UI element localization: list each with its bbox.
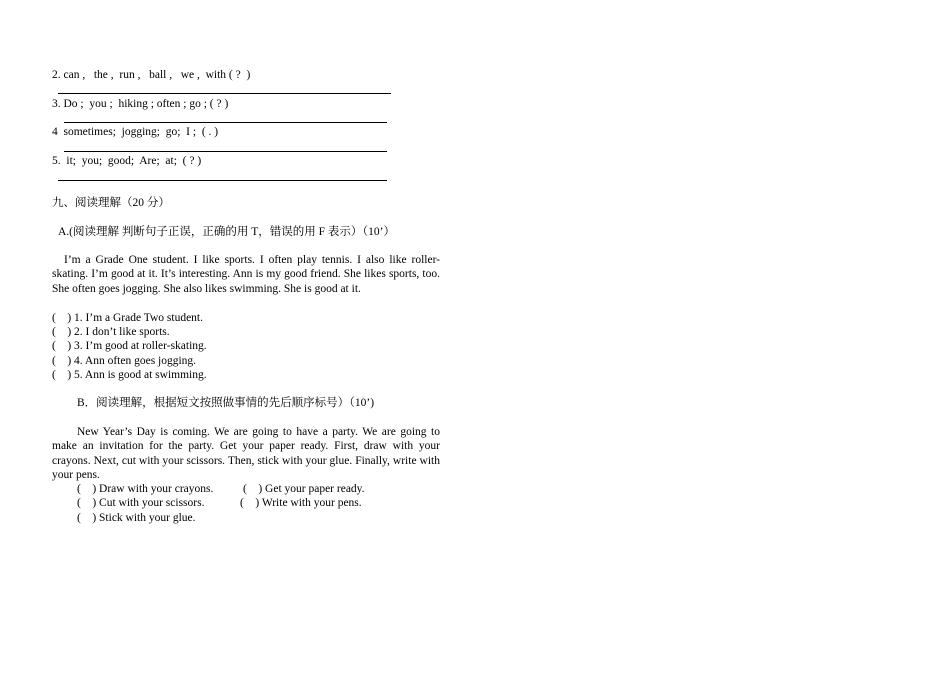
part-b-item-stick: ( ) Stick with your glue. [77, 512, 196, 524]
part-b-passage: New Year’s Day is coming. We are going to have a party. We are going to make an invitation for the party. Get your paper ready. First, draw with your crayons. Next, cut with your scissors. Then, stick with your glue. Finally, write with your pens. [52, 426, 440, 482]
part-b-item-draw: ( ) Draw with your crayons. [77, 483, 214, 495]
part-a-item-1: ( ) 1. I’m a Grade Two student. [52, 312, 203, 324]
part-a-item-5: ( ) 5. Ann is good at swimming. [52, 369, 207, 381]
question-3: 3. Do ; you ; hiking ; often ; go ; ( ? ) [52, 98, 229, 110]
question-2: 2. can , the , run , ball , we , with ( ? ) [52, 69, 251, 81]
section-9-heading: 九、阅读理解（20 分） [52, 197, 170, 209]
part-b-item-paper: ( ) Get your paper ready. [243, 483, 365, 495]
answer-line-5 [58, 180, 387, 181]
part-a-heading: A.(阅读理解 判断句子正误，正确的用 T，错误的用 F 表示）（10’） [58, 226, 396, 238]
part-a-item-2: ( ) 2. I don’t like sports. [52, 326, 170, 338]
question-5: 5. it; you; good; Are; at; ( ? ) [52, 155, 202, 167]
answer-line-4 [64, 151, 387, 152]
question-4: 4 sometimes; jogging; go; I ; ( . ) [52, 126, 219, 138]
part-b-heading: B．阅读理解，根据短文按照做事情的先后顺序标号）（10’) [77, 397, 375, 409]
part-b-item-write: ( ) Write with your pens. [240, 497, 362, 509]
answer-line-2 [58, 93, 391, 94]
part-a-item-3: ( ) 3. I’m good at roller-skating. [52, 340, 207, 352]
answer-line-3 [64, 122, 387, 123]
part-a-passage: I’m a Grade One student. I like sports. I often play tennis. I also like roller-skating. I’m good at it. It’s interesting. Ann is my good friend. She likes sports, too. She often goes jogging. She also likes swimming. She is good at it. [52, 254, 440, 295]
part-b-item-cut: ( ) Cut with your scissors. [77, 497, 205, 509]
part-a-item-4: ( ) 4. Ann often goes jogging. [52, 355, 197, 367]
